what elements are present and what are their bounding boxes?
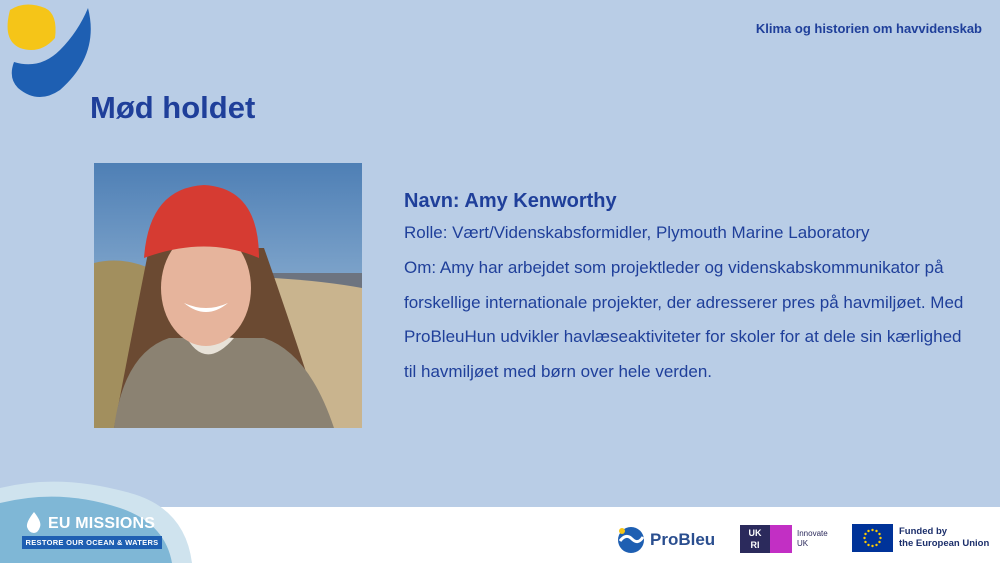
portrait-photo xyxy=(94,163,362,428)
bio-text xyxy=(404,186,974,390)
eu-missions-title: EU MISSIONS xyxy=(48,515,156,532)
page-title: Mød holdet xyxy=(90,90,256,125)
probleu-wave-icon xyxy=(616,525,646,555)
innovate-uk-label: Innovate UK xyxy=(797,529,828,548)
eu-funded-logo xyxy=(852,524,989,552)
eu-missions-tagline: RESTORE OUR OCEAN & WATERS xyxy=(22,536,162,549)
corner-logo-icon xyxy=(0,0,100,100)
bio-about: Om: Amy har arbejdet som projektleder og videnskabskommunikator på forskellige internationale projekter, der adresserer pres på havmiljøet. Med ProBleuHun udvikler havlæseaktiviteter for skoler for at dele sin kærlighed til havmiljøet med børn over hele verden. xyxy=(404,257,964,382)
water-drop-icon xyxy=(24,512,44,534)
bio-name: Navn: Amy Kenworthy xyxy=(404,190,617,212)
course-title: Klima og historien om havvidenskab xyxy=(755,21,982,36)
eu-flag-icon xyxy=(852,524,893,552)
probleu-logo xyxy=(616,524,715,556)
ukri-box: UK RI xyxy=(740,525,770,553)
innovate-uk-logo xyxy=(740,524,828,554)
eu-funded-label: Funded by the European Union xyxy=(899,526,990,549)
bio-role: Rolle: Vært/Videnskabsformidler, Plymouth Marine Laboratory xyxy=(404,223,870,242)
innovate-square-icon xyxy=(770,525,792,553)
probleu-label: ProBleu xyxy=(650,530,716,549)
eu-missions-logo xyxy=(0,478,200,563)
